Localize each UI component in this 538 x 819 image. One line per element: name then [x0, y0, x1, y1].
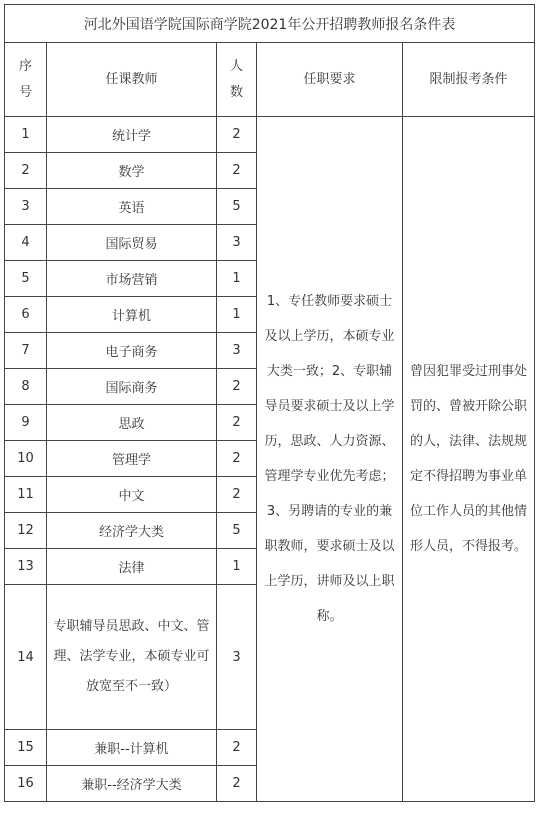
cell-count: 1: [217, 549, 257, 585]
header-restriction: 限制报考条件: [403, 43, 535, 117]
cell-teacher: 法律: [47, 549, 217, 585]
cell-teacher: 电子商务: [47, 333, 217, 369]
cell-seq: 1: [5, 117, 47, 153]
cell-count: 2: [217, 730, 257, 766]
cell-seq: 8: [5, 369, 47, 405]
cell-teacher: 国际商务: [47, 369, 217, 405]
cell-count: 2: [217, 369, 257, 405]
cell-teacher: 数学: [47, 153, 217, 189]
cell-seq: 5: [5, 261, 47, 297]
header-seq: [5, 43, 47, 117]
cell-count: 2: [217, 153, 257, 189]
cell-teacher: 经济学大类: [47, 513, 217, 549]
cell-teacher: 中文: [47, 477, 217, 513]
cell-teacher: 兼职--计算机: [47, 730, 217, 766]
cell-restriction: 曾因犯罪受过刑事处罚的、曾被开除公职的人，法律、法规规定不得招聘为事业单位工作人员的其他情形人员，不得报考。: [403, 117, 535, 802]
cell-count: 2: [217, 441, 257, 477]
cell-count: 3: [217, 585, 257, 730]
cell-seq: 13: [5, 549, 47, 585]
header-seq-char-1: 序: [18, 58, 32, 74]
cell-count: 2: [217, 405, 257, 441]
cell-seq: 2: [5, 153, 47, 189]
cell-seq: 10: [5, 441, 47, 477]
cell-teacher: 管理学: [47, 441, 217, 477]
cell-count: 2: [217, 477, 257, 513]
title-row: [5, 5, 535, 43]
cell-seq: 3: [5, 189, 47, 225]
header-count: [217, 43, 257, 117]
cell-requirement: 1、专任教师要求硕士及以上学历，本硕专业大类一致；2、专职辅导员要求硕士及以上学历，思政、人力资源、管理学专业优先考虑；3、另聘请的专业的兼职教师，要求硕士及以上学历，讲师及以上职称。: [257, 117, 403, 802]
header-count-char-1: 人: [229, 58, 243, 74]
cell-seq: 4: [5, 225, 47, 261]
header-teacher: 任课教师: [47, 43, 217, 117]
cell-teacher: 专职辅导员思政、中文、管理、法学专业，本硕专业可放宽至不一致）: [47, 585, 217, 730]
cell-seq: 16: [5, 766, 47, 802]
header-row: [5, 43, 535, 117]
recruitment-conditions-table: [4, 4, 535, 802]
header-seq-char-2: 号: [18, 84, 32, 100]
cell-teacher: 计算机: [47, 297, 217, 333]
cell-count: 5: [217, 189, 257, 225]
table-title: 河北外国语学院国际商学院2021年公开招聘教师报名条件表: [5, 5, 535, 43]
cell-teacher: 思政: [47, 405, 217, 441]
header-count-char-2: 数: [229, 84, 243, 100]
cell-seq: 9: [5, 405, 47, 441]
cell-seq: 12: [5, 513, 47, 549]
cell-teacher: 市场营销: [47, 261, 217, 297]
cell-count: 2: [217, 117, 257, 153]
table-row: [5, 117, 535, 153]
cell-seq: 7: [5, 333, 47, 369]
cell-teacher: 国际贸易: [47, 225, 217, 261]
cell-teacher: 统计学: [47, 117, 217, 153]
cell-teacher: 兼职--经济学大类: [47, 766, 217, 802]
cell-seq: 6: [5, 297, 47, 333]
cell-seq: 14: [5, 585, 47, 730]
cell-seq: 11: [5, 477, 47, 513]
cell-count: 3: [217, 333, 257, 369]
cell-teacher: 英语: [47, 189, 217, 225]
cell-count: 3: [217, 225, 257, 261]
cell-count: 5: [217, 513, 257, 549]
header-requirement: 任职要求: [257, 43, 403, 117]
cell-seq: 15: [5, 730, 47, 766]
cell-count: 1: [217, 297, 257, 333]
cell-count: 1: [217, 261, 257, 297]
cell-count: 2: [217, 766, 257, 802]
